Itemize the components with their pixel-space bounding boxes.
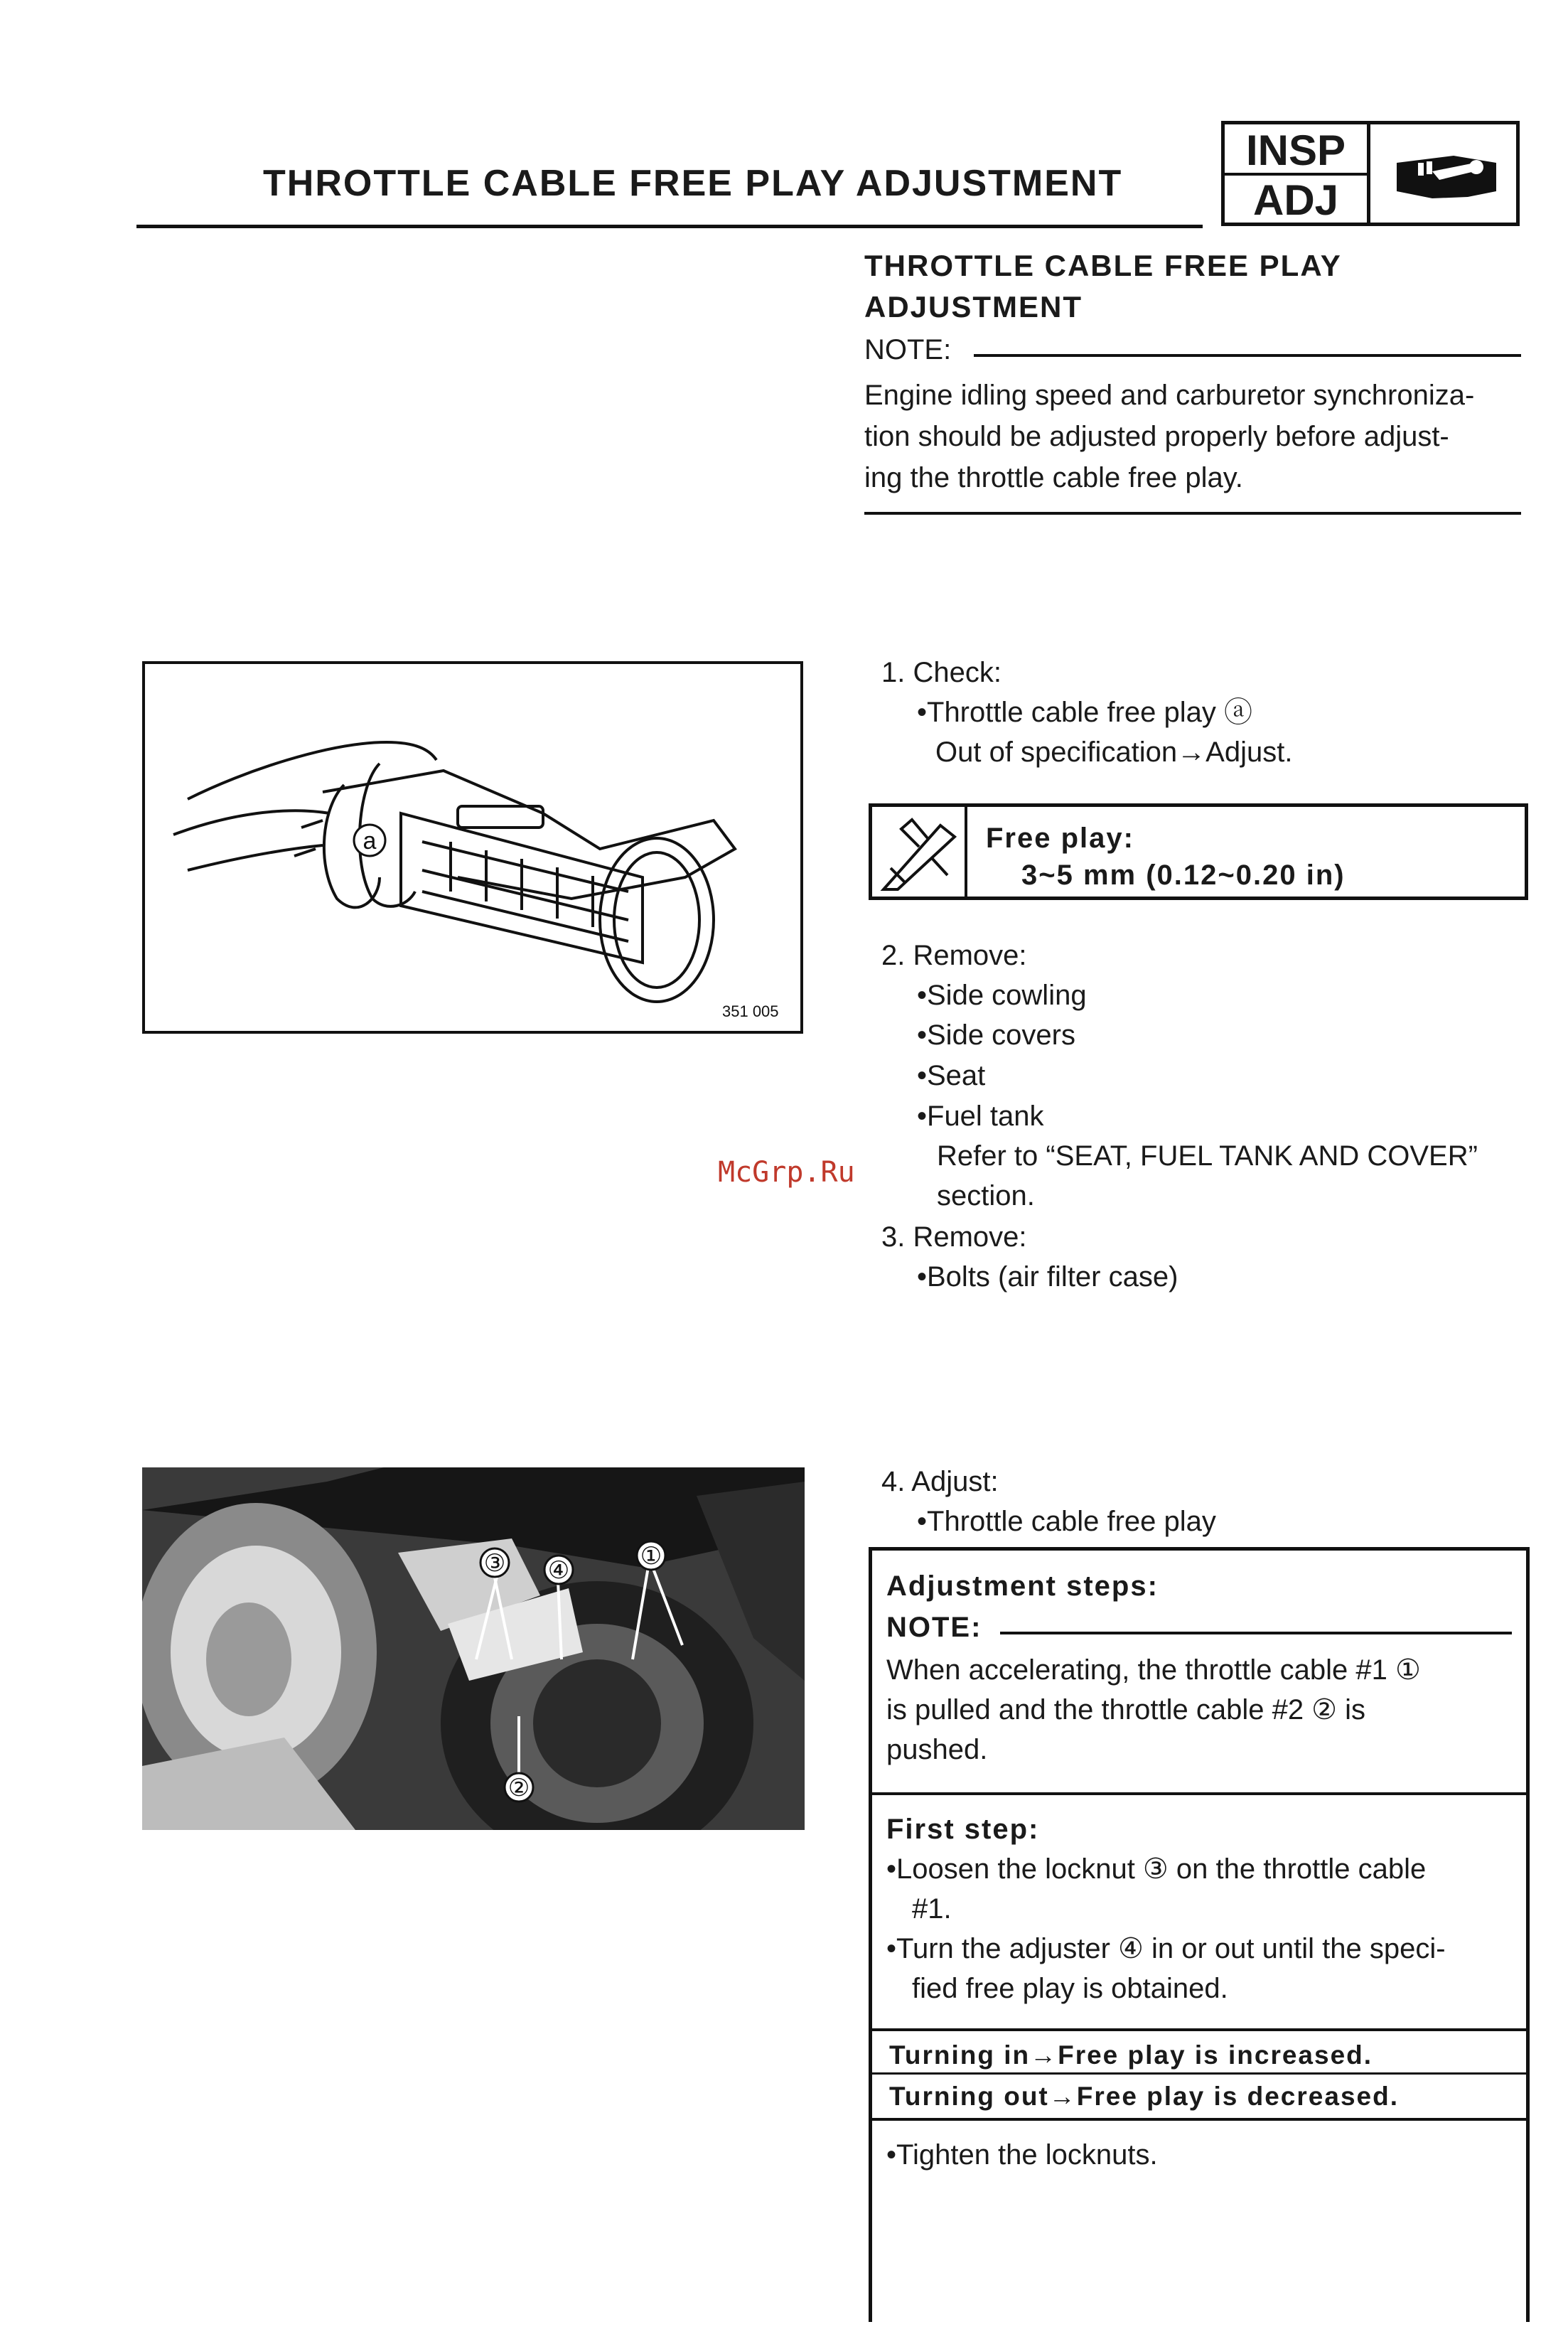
first-step-line: •Loosen the locknut ③ on the throttle cable <box>886 1853 1427 1885</box>
step2-item: •Seat <box>917 1060 986 1091</box>
adjustment-note-rule <box>1000 1632 1512 1634</box>
turning-top-rule <box>872 2028 1526 2031</box>
step4-item: •Throttle cable free play <box>917 1506 1216 1537</box>
step4-title: 4. Adjust: <box>881 1466 999 1497</box>
note-line: Engine idling speed and carburetor synchroniza- <box>864 380 1475 411</box>
step1-title: 1. Check: <box>881 657 1002 688</box>
adjustment-note-line: is pulled and the throttle cable #2 ② is <box>886 1694 1366 1725</box>
step3-item: •Bolts (air filter case) <box>917 1261 1178 1293</box>
header-rule <box>136 225 1203 228</box>
step2-title: 2. Remove: <box>881 940 1027 971</box>
adjustment-steps-box <box>869 1547 1530 2322</box>
first-step-label: First step: <box>886 1814 1040 1845</box>
note-line: ing the throttle cable free play. <box>864 462 1243 493</box>
first-step-line: •Turn the adjuster ④ in or out until the speci- <box>886 1933 1446 1964</box>
carburetor-photo-drawing <box>142 1467 805 1830</box>
section-badge <box>1221 121 1520 226</box>
step2-item: •Side cowling <box>917 980 1087 1011</box>
turning-in-text: Turning in→Free play is increased. <box>889 2040 1373 2070</box>
note-label: NOTE: <box>864 334 952 365</box>
turning-bottom-rule <box>872 2118 1526 2121</box>
throttle-grip-figure <box>142 661 803 1034</box>
turning-mid-rule <box>872 2072 1526 2075</box>
badge-insp: INSP <box>1245 127 1346 174</box>
section-heading-line2: ADJUSTMENT <box>864 290 1083 323</box>
spec-value: 3~5 mm (0.12~0.20 in) <box>1021 860 1346 891</box>
step2-refer: Refer to “SEAT, FUEL TANK AND COVER” <box>937 1140 1478 1172</box>
adjustment-divider <box>872 1792 1526 1795</box>
photo-callout-2: ② <box>508 1775 530 1802</box>
watermark: McGrp.Ru <box>718 1156 855 1189</box>
first-step-line: fied free play is obtained. <box>912 1973 1228 2004</box>
first-step-line: #1. <box>912 1893 952 1925</box>
note-rule <box>974 354 1521 357</box>
adjustment-note-label: NOTE: <box>886 1612 982 1643</box>
free-play-spec-box <box>869 803 1528 900</box>
photo-callout-4: ④ <box>547 1557 570 1584</box>
page-title: THROTTLE CABLE FREE PLAY ADJUSTMENT <box>263 163 1123 204</box>
photo-callout-1: ① <box>640 1543 662 1570</box>
adjustment-note-line: When accelerating, the throttle cable #1 ① <box>886 1654 1421 1686</box>
section-heading-line1: THROTTLE CABLE FREE PLAY <box>864 249 1342 282</box>
carburetor-photo <box>142 1467 805 1830</box>
wrench-hand-icon <box>1390 141 1503 216</box>
step2-item: •Fuel tank <box>917 1101 1044 1132</box>
step2-item: •Side covers <box>917 1020 1075 1051</box>
step2-refer: section. <box>937 1180 1035 1211</box>
turning-out-text: Turning out→Free play is decreased. <box>889 2082 1399 2111</box>
step1-bullet: •Throttle cable free play ⓐ <box>917 697 1252 728</box>
photo-callout-3: ③ <box>483 1550 506 1577</box>
callout-a: a <box>363 828 377 855</box>
adjustment-note-line: pushed. <box>886 1734 988 1765</box>
throttle-grip-drawing <box>145 664 800 1031</box>
badge-adj: ADJ <box>1252 176 1339 224</box>
note-end-rule <box>864 512 1521 515</box>
figure-code: 351 005 <box>722 1002 779 1020</box>
tighten-locknuts: •Tighten the locknuts. <box>886 2139 1158 2171</box>
spec-label: Free play: <box>986 823 1134 854</box>
caliper-icon <box>876 811 960 897</box>
adjustment-heading: Adjustment steps: <box>886 1570 1159 1602</box>
step3-title: 3. Remove: <box>881 1221 1027 1253</box>
step1-detail: Out of specification→Adjust. <box>935 737 1293 768</box>
note-line: tion should be adjusted properly before adjust- <box>864 421 1449 452</box>
